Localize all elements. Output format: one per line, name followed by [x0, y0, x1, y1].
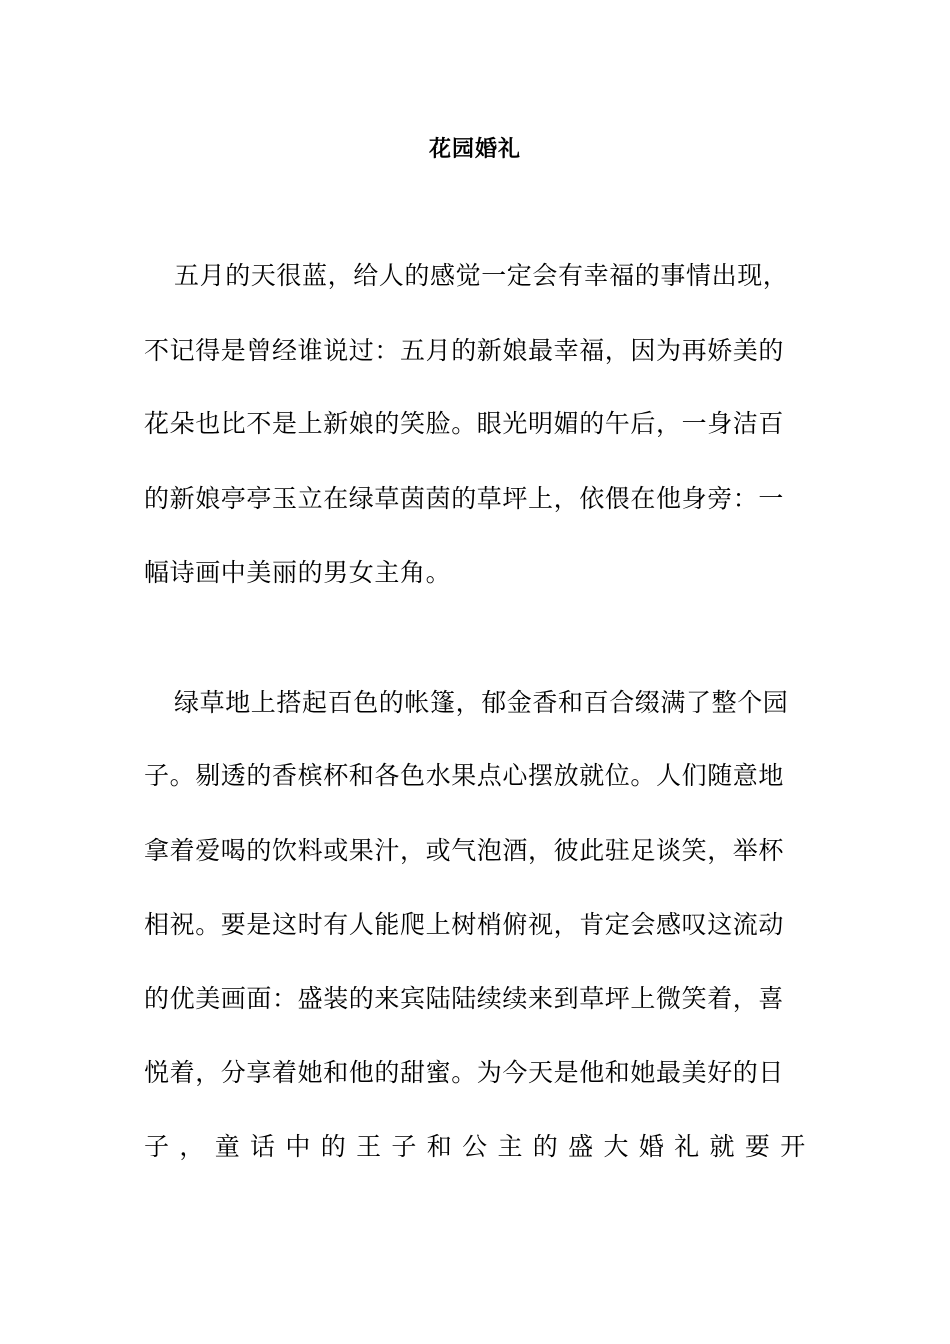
paragraph-2-line-4: 相祝。要是这时有人能爬上树梢俯视，肯定会感叹这流动	[144, 910, 785, 939]
paragraph-1-line-1: 五月的天很蓝，给人的感觉一定会有幸福的事情出现，	[174, 261, 789, 290]
paragraph-2-line-1: 绿草地上搭起百色的帐篷，郁金香和百合缀满了整个园	[174, 688, 789, 717]
document-title: 花园婚礼	[428, 137, 521, 162]
spread-char: 公	[462, 1132, 488, 1161]
spread-char: 的	[532, 1132, 559, 1161]
spread-char: 开	[780, 1132, 806, 1161]
paragraph-2-line-2: 子。剔透的香槟杯和各色水果点心摆放就位。人们随意地	[144, 761, 785, 790]
spread-char: 子	[144, 1132, 170, 1161]
spread-char: 大	[603, 1132, 630, 1161]
paragraph-2-line-5: 的优美画面：盛装的来宾陆陆续续来到草坪上微笑着，喜	[144, 984, 785, 1013]
spread-char: 礼	[674, 1132, 700, 1161]
paragraph-2-line-7	[144, 1129, 806, 1165]
spread-char: 主	[497, 1132, 524, 1161]
spread-char: 和	[426, 1132, 453, 1161]
spread-char: ，	[179, 1132, 205, 1161]
spread-char: 童	[214, 1132, 241, 1161]
paragraph-1-line-2: 不记得是曾经谁说过：五月的新娘最幸福，因为再娇美的	[144, 336, 785, 365]
spread-char: 盛	[568, 1132, 594, 1161]
spread-char: 要	[744, 1132, 771, 1161]
spread-char: 的	[320, 1132, 347, 1161]
spread-char: 就	[709, 1132, 736, 1161]
paragraph-2-line-3: 拿着爱喝的饮料或果汁，或气泡酒，彼此驻足谈笑，举杯	[144, 836, 785, 865]
spread-char: 王	[356, 1132, 382, 1161]
spread-char: 子	[391, 1132, 418, 1161]
spread-char: 婚	[638, 1132, 665, 1161]
spread-char: 话	[250, 1132, 276, 1161]
paragraph-1-line-3: 花朵也比不是上新娘的笑脸。眼光明媚的午后，一身洁百	[144, 409, 785, 438]
paragraph-1-line-4: 的新娘亭亭玉立在绿草茵茵的草坪上，依偎在他身旁：一	[144, 484, 785, 513]
paragraph-1-line-5: 幅诗画中美丽的男女主角。	[144, 558, 452, 587]
paragraph-2-line-6: 悦着，分享着她和他的甜蜜。为今天是他和她最美好的日	[144, 1058, 785, 1087]
spread-char: 中	[285, 1132, 311, 1161]
